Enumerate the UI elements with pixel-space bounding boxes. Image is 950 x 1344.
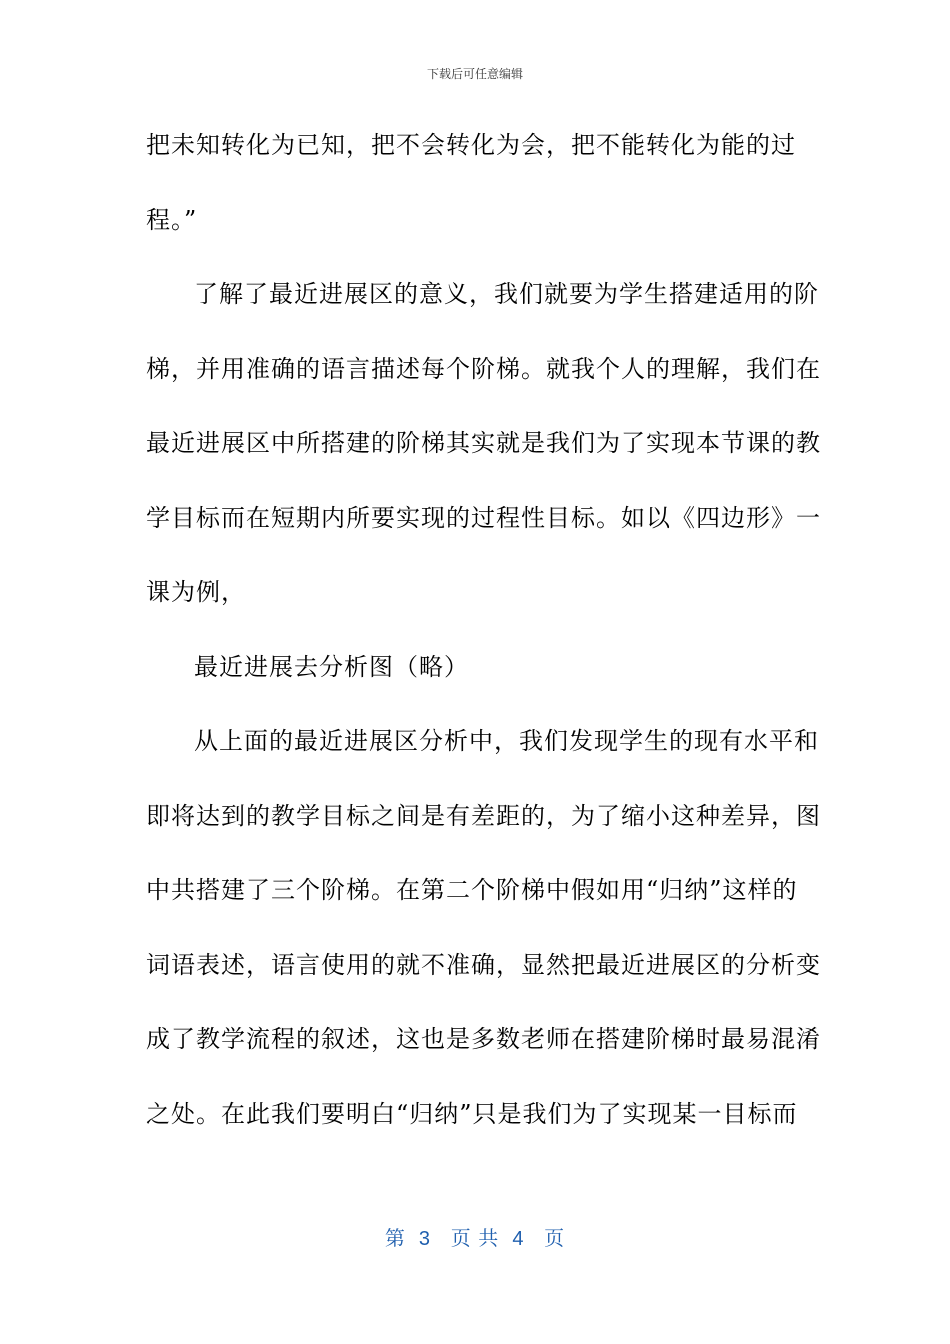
- page-number: 第 3 页 共 4 页: [384, 1228, 566, 1250]
- text-line: 程。”: [146, 205, 198, 234]
- text-line: 学目标而在短期内所要实现的过程性目标。如以《四边形》一: [146, 503, 821, 532]
- document-body: [146, 125, 821, 1168]
- page-footer: [0, 1226, 950, 1252]
- text-line: 最近进展去分析图（略）: [194, 652, 469, 681]
- text-line: 了解了最近进展区的意义，我们就要为学生搭建适用的阶: [194, 280, 819, 308]
- page-header: 下载后可任意编辑: [426, 67, 523, 81]
- text-line: 词语表述，语言使用的就不准确，显然把最近进展区的分析变: [146, 950, 821, 979]
- text-line: 课为例，: [146, 578, 246, 606]
- text-line: 最近进展区中所搭建的阶梯其实就是我们为了实现本节课的教: [146, 429, 821, 457]
- text-line: 中共搭建了三个阶梯。在第二个阶梯中假如用“归纳”这样的: [146, 876, 798, 904]
- text-line: 之处。在此我们要明白“归纳”只是我们为了实现某一目标而: [146, 1099, 798, 1128]
- text-line: 把未知转化为已知，把不会转化为会，把不能转化为能的过: [146, 131, 796, 159]
- text-line: 即将达到的教学目标之间是有差距的，为了缩小这种差异，图: [146, 801, 821, 830]
- text-line: 成了教学流程的叙述，这也是多数老师在搭建阶梯时最易混淆: [146, 1025, 821, 1053]
- text-line: 梯，并用准确的语言描述每个阶梯。就我个人的理解，我们在: [146, 354, 821, 383]
- text-line: 从上面的最近进展区分析中，我们发现学生的现有水平和: [194, 727, 819, 755]
